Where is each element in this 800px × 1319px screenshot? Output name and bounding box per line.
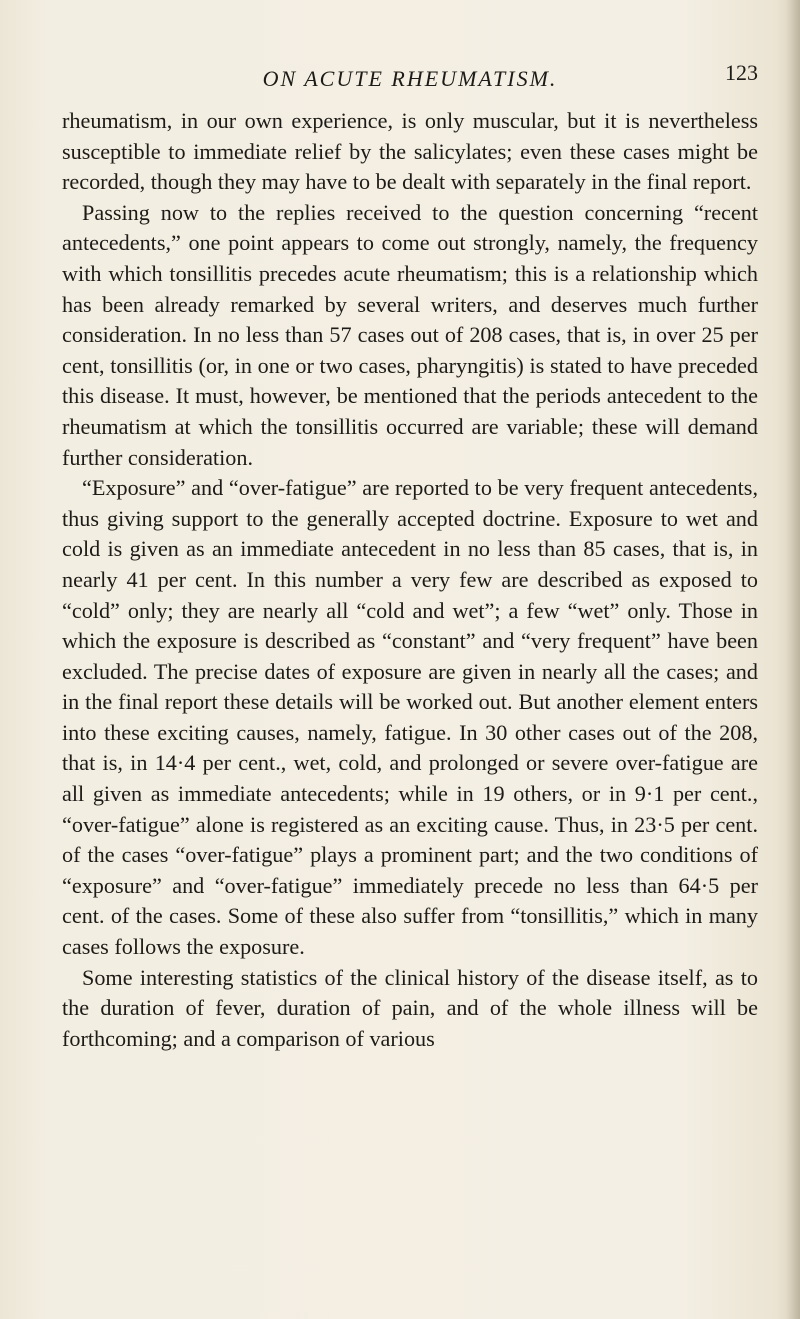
running-title: ON ACUTE RHEUMATISM. — [262, 66, 558, 91]
page-edge-shadow — [786, 0, 800, 1319]
paragraph-1: rheumatism, in our own experience, is only muscular, but it is nevertheless susceptible to immediate relief by the salicylates; even these cases might be recorded, though they may have to be dealt with separately in the final report. — [62, 108, 758, 195]
paragraph-3: “Exposure” and “over-fatigue” are reported to be very frequent antecedents, thus giving support to the generally accepted doctrine. Exposure to wet and cold is given as an immediate antecedent in no less than 85 cases, that is, in nearly 41 per cent. In this number a very few are described as exposed to “cold” only; they are nearly all “cold and wet”; a few “wet” only. Those in which the exposure is described as “constant” and “very frequent” have been excluded. The precise dates of exposure are given in nearly all the cases; and in the final report these details will be worked out. But another element enters into these exciting causes, namely, fatigue. In 30 other cases out of the 208, that is, in 14·4 per cent., wet, cold, and prolonged or severe over-fatigue are all given as immediate antecedents; while in 19 others, or in 9·1 per cent., “over-fatigue” alone is registered as an exciting cause. Thus, in 23·5 per cent. of the cases “over-fatigue” plays a prominent part; and the two conditions of “exposure” and “over-fatigue” immediately precede no less than 64·5 per cent. of the cases. Some of these also suffer from “tonsillitis,” which in many cases follows the exposure. — [62, 475, 758, 960]
page-header — [62, 58, 758, 98]
paragraph-4: Some interesting statistics of the clinical history of the disease itself, as to the duration of fever, duration of pain, and of the whole illness will be forthcoming; and a comparison of various — [62, 964, 758, 1051]
body-text — [62, 106, 758, 1054]
paragraph-2: Passing now to the replies received to the question concerning “recent antecedents,” one point appears to come out strongly, namely, the frequency with which tonsillitis precedes acute rheumatism; this is a relationship which has been already remarked by several writers, and deserves much further consideration. In no less than 57 cases out of 208 cases, that is, in over 25 per cent, tonsillitis (or, in one or two cases, pharyngitis) is stated to have preceded this disease. It must, however, be mentioned that the periods antecedent to the rheumatism at which the tonsillitis occurred are variable; these will demand further consideration. — [62, 199, 758, 470]
page-number: 123 — [725, 60, 758, 85]
